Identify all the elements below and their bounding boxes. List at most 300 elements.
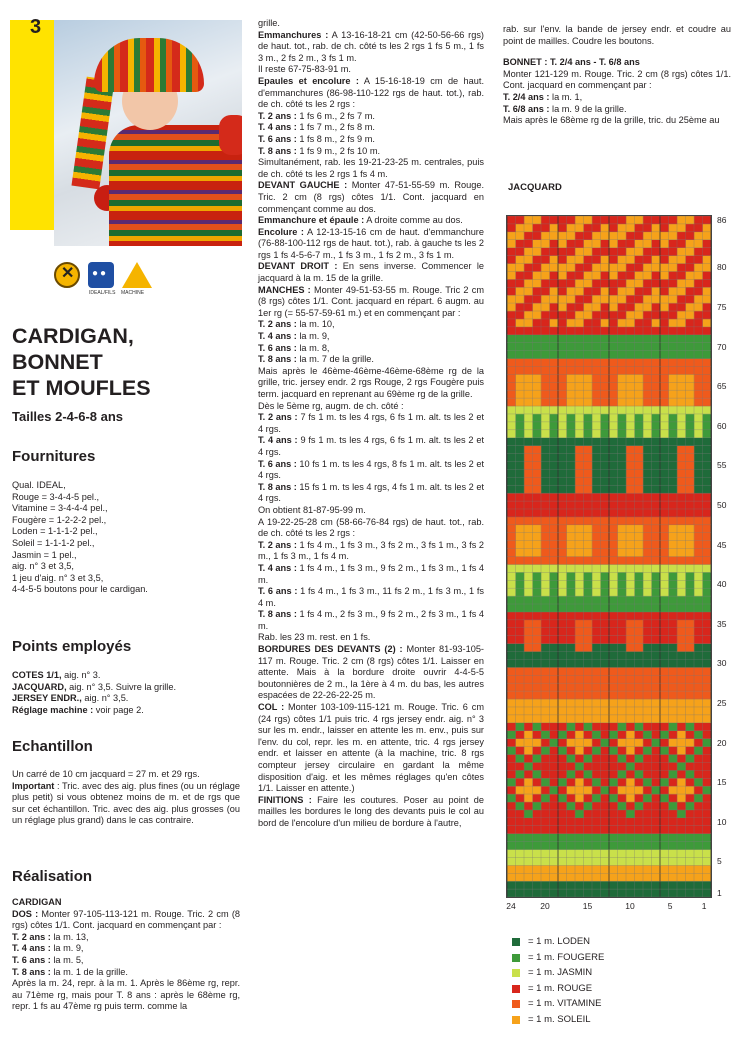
grid-cell — [550, 366, 559, 374]
grid-cell — [558, 303, 567, 311]
grid-cell — [643, 747, 652, 755]
grid-cell — [516, 446, 525, 454]
grid-cell — [550, 461, 559, 469]
grid-cell — [609, 525, 618, 533]
grid-cell — [660, 232, 669, 240]
grid-cell — [550, 454, 559, 462]
grid-cell — [686, 430, 695, 438]
grid-cell — [618, 699, 627, 707]
grid-cell — [567, 628, 576, 636]
grid-cell — [669, 493, 678, 501]
grid-cell — [618, 604, 627, 612]
text-line — [258, 482, 484, 505]
grid-cell — [626, 343, 635, 351]
grid-cell — [677, 620, 686, 628]
grid-cell — [575, 366, 584, 374]
grid-cell — [550, 557, 559, 565]
grid-cell — [677, 707, 686, 715]
grid-cell — [677, 659, 686, 667]
grid-cell — [541, 628, 550, 636]
grid-cell — [669, 889, 678, 897]
grid-cell — [592, 359, 601, 367]
grid-cell — [550, 644, 559, 652]
grid-cell — [507, 533, 516, 541]
grid-cell — [643, 557, 652, 565]
grid-cell — [652, 572, 661, 580]
grid-cell — [626, 802, 635, 810]
grid-cell — [652, 818, 661, 826]
grid-cell — [694, 327, 703, 335]
text-line — [503, 57, 731, 69]
grid-cell — [507, 271, 516, 279]
grid-cell — [533, 430, 542, 438]
grid-cell — [558, 485, 567, 493]
grid-cell — [694, 271, 703, 279]
grid-cell — [703, 406, 712, 414]
grid-cell — [601, 414, 610, 422]
grid-cell — [567, 564, 576, 572]
grid-cell — [643, 351, 652, 359]
grid-cell — [609, 747, 618, 755]
grid-cell — [677, 485, 686, 493]
grid-cell — [601, 256, 610, 264]
grid-cell — [677, 826, 686, 834]
grid-cell — [643, 335, 652, 343]
grid-cell — [609, 493, 618, 501]
grid-cell — [575, 359, 584, 367]
grid-cell — [703, 517, 712, 525]
grid-cell — [558, 406, 567, 414]
grid-cell — [703, 240, 712, 248]
grid-cell — [635, 628, 644, 636]
grid-cell — [694, 754, 703, 762]
grid-cell — [601, 382, 610, 390]
grid-cell — [558, 525, 567, 533]
grid-cell — [550, 485, 559, 493]
grid-cell — [567, 604, 576, 612]
grid-cell — [635, 390, 644, 398]
grid-cell — [652, 564, 661, 572]
grid-cell — [660, 580, 669, 588]
grid-cell — [584, 675, 593, 683]
grid-cell — [626, 430, 635, 438]
grid-cell — [703, 343, 712, 351]
grid-cell — [507, 461, 516, 469]
grid-cell — [533, 461, 542, 469]
grid-cell — [703, 810, 712, 818]
grid-cell — [643, 303, 652, 311]
grid-cell — [601, 430, 610, 438]
grid-cell — [533, 628, 542, 636]
grid-cell — [703, 422, 712, 430]
grid-cell — [567, 517, 576, 525]
grid-cell — [558, 652, 567, 660]
grid-cell — [677, 675, 686, 683]
grid-cell — [626, 240, 635, 248]
grid-cell — [575, 549, 584, 557]
grid-cell — [601, 248, 610, 256]
grid-cell — [533, 723, 542, 731]
grid-cell — [558, 414, 567, 422]
grid-cell — [686, 216, 695, 224]
grid-cell — [533, 652, 542, 660]
grid-cell — [592, 232, 601, 240]
bold-label: MANCHES : — [258, 284, 311, 295]
legend-item — [512, 981, 604, 997]
grid-cell — [524, 525, 533, 533]
grid-cell — [635, 652, 644, 660]
grid-cell — [567, 588, 576, 596]
grid-cell — [601, 224, 610, 232]
grid-cell — [592, 644, 601, 652]
grid-cell — [550, 271, 559, 279]
grid-cell — [635, 446, 644, 454]
grid-cell — [558, 731, 567, 739]
grid-cell — [609, 382, 618, 390]
grid-cell — [601, 525, 610, 533]
grid-cell — [558, 644, 567, 652]
grid-cell — [609, 881, 618, 889]
grid-cell — [575, 224, 584, 232]
grid-cell — [635, 739, 644, 747]
grid-cell — [516, 533, 525, 541]
row-label: 70 — [717, 341, 727, 352]
grid-cell — [694, 224, 703, 232]
grid-cell — [618, 873, 627, 881]
grid-cell — [652, 794, 661, 802]
grid-cell — [516, 628, 525, 636]
grid-cell — [652, 351, 661, 359]
grid-cell — [643, 446, 652, 454]
grid-cell — [567, 707, 576, 715]
grid-cell — [686, 256, 695, 264]
grid-cell — [558, 580, 567, 588]
grid-cell — [660, 359, 669, 367]
grid-cell — [694, 485, 703, 493]
grid-cell — [533, 873, 542, 881]
bold-label: T. 6 ans : — [258, 458, 297, 469]
grid-cell — [601, 343, 610, 351]
grid-cell — [541, 667, 550, 675]
grid-cell — [567, 469, 576, 477]
grid-cell — [541, 834, 550, 842]
grid-cell — [643, 422, 652, 430]
grid-cell — [550, 564, 559, 572]
grid-cell — [677, 366, 686, 374]
grid-cell — [660, 659, 669, 667]
grid-cell — [618, 889, 627, 897]
grid-cell — [652, 873, 661, 881]
grid-cell — [686, 549, 695, 557]
grid-cell — [626, 699, 635, 707]
grid-cell — [626, 438, 635, 446]
text-line — [503, 115, 731, 127]
grid-cell — [567, 279, 576, 287]
grid-cell — [533, 786, 542, 794]
grid-cell — [635, 644, 644, 652]
grid-cell — [635, 794, 644, 802]
instructions-column-2 — [258, 18, 484, 830]
grid-cell — [592, 707, 601, 715]
grid-cell — [507, 770, 516, 778]
grid-cell — [507, 675, 516, 683]
grid-cell — [558, 271, 567, 279]
grid-cell — [524, 533, 533, 541]
grid-cell — [584, 374, 593, 382]
grid-cell — [626, 509, 635, 517]
grid-cell — [567, 390, 576, 398]
grid-cell — [694, 881, 703, 889]
bold-label: T. 6 ans : — [258, 586, 298, 597]
grid-cell — [575, 477, 584, 485]
grid-cell — [609, 580, 618, 588]
grid-cell — [592, 667, 601, 675]
grid-cell — [635, 778, 644, 786]
grid-cell — [541, 469, 550, 477]
grid-cell — [601, 485, 610, 493]
grid-cell — [567, 667, 576, 675]
grid-cell — [635, 398, 644, 406]
grid-cell — [575, 849, 584, 857]
grid-cell — [575, 865, 584, 873]
grid-cell — [575, 889, 584, 897]
text-line — [258, 261, 484, 284]
grid-cell — [626, 398, 635, 406]
grid-cell — [618, 366, 627, 374]
grid-cell — [524, 517, 533, 525]
grid-cell — [609, 430, 618, 438]
grid-cell — [660, 327, 669, 335]
grid-cell — [516, 881, 525, 889]
grid-cell — [601, 469, 610, 477]
grid-cell — [558, 675, 567, 683]
grid-cell — [575, 778, 584, 786]
grid-cell — [635, 477, 644, 485]
bold-label: T. 2 ans : — [258, 319, 297, 330]
grid-cell — [516, 398, 525, 406]
grid-cell — [609, 366, 618, 374]
grid-cell — [635, 541, 644, 549]
grid-cell — [584, 612, 593, 620]
grid-cell — [703, 509, 712, 517]
grid-cell — [703, 335, 712, 343]
grid-cell — [635, 422, 644, 430]
grid-cell — [575, 295, 584, 303]
grid-cell — [609, 596, 618, 604]
grid-cell — [567, 612, 576, 620]
grid-cell — [669, 311, 678, 319]
grid-cell — [567, 747, 576, 755]
grid-cell — [686, 517, 695, 525]
grid-cell — [592, 557, 601, 565]
grid-cell — [575, 541, 584, 549]
grid-cell — [592, 652, 601, 660]
grid-cell — [567, 398, 576, 406]
grid-cell — [567, 303, 576, 311]
grid-cell — [669, 264, 678, 272]
grid-cell — [541, 557, 550, 565]
grid-cell — [677, 747, 686, 755]
grid-cell — [635, 351, 644, 359]
grid-cell — [550, 509, 559, 517]
grid-cell — [601, 826, 610, 834]
grid-cell — [618, 549, 627, 557]
grid-cell — [635, 842, 644, 850]
text-span: la m. 1, — [549, 91, 583, 102]
grid-cell — [550, 374, 559, 382]
grid-cell — [601, 881, 610, 889]
grid-cell — [643, 691, 652, 699]
grid-cell — [626, 406, 635, 414]
grid-cell — [516, 438, 525, 446]
grid-cell — [694, 699, 703, 707]
grid-cell — [516, 596, 525, 604]
grid-cell — [524, 588, 533, 596]
grid-cell — [694, 675, 703, 683]
grid-cell — [601, 295, 610, 303]
grid-cell — [516, 287, 525, 295]
grid-cell — [567, 865, 576, 873]
grid-cell — [686, 810, 695, 818]
grid-cell — [567, 216, 576, 224]
grid-cell — [533, 612, 542, 620]
grid-cell — [694, 366, 703, 374]
grid-cell — [703, 485, 712, 493]
grid-cell — [652, 256, 661, 264]
grid-cell — [669, 731, 678, 739]
grid-cell — [609, 762, 618, 770]
grid-cell — [601, 398, 610, 406]
grid-cell — [652, 747, 661, 755]
grid-cell — [652, 857, 661, 865]
grid-cell — [550, 818, 559, 826]
grid-cell — [550, 683, 559, 691]
grid-cell — [507, 256, 516, 264]
grid-cell — [652, 699, 661, 707]
grid-cell — [550, 628, 559, 636]
grid-cell — [507, 469, 516, 477]
grid-cell — [601, 335, 610, 343]
grid-cell — [677, 873, 686, 881]
grid-cell — [516, 612, 525, 620]
grid-cell — [652, 596, 661, 604]
grid-cell — [533, 557, 542, 565]
grid-cell — [601, 564, 610, 572]
grid-cell — [516, 232, 525, 240]
grid-cell — [669, 374, 678, 382]
grid-cell — [575, 604, 584, 612]
grid-cell — [533, 390, 542, 398]
grid-cell — [558, 509, 567, 517]
grid-cell — [507, 335, 516, 343]
grid-cell — [575, 564, 584, 572]
grid-cell — [524, 414, 533, 422]
grid-cell — [524, 881, 533, 889]
grid-cell — [635, 699, 644, 707]
grid-cell — [507, 248, 516, 256]
grid-cell — [592, 216, 601, 224]
fourniture-item: 4-4-5-5 boutons pour le cardigan. — [12, 584, 148, 595]
grid-cell — [558, 446, 567, 454]
grid-cell — [533, 224, 542, 232]
grid-cell — [677, 857, 686, 865]
grid-cell — [601, 271, 610, 279]
grid-cell — [694, 612, 703, 620]
grid-cell — [635, 382, 644, 390]
grid-cell — [609, 454, 618, 462]
grid-cell — [507, 224, 516, 232]
grid-cell — [567, 675, 576, 683]
grid-cell — [677, 517, 686, 525]
grid-cell — [635, 279, 644, 287]
grid-cell — [533, 351, 542, 359]
grid-cell — [533, 295, 542, 303]
grid-cell — [524, 596, 533, 604]
grid-cell — [660, 264, 669, 272]
grid-cell — [524, 335, 533, 343]
grid-cell — [541, 644, 550, 652]
grid-cell — [669, 786, 678, 794]
grid-cell — [507, 327, 516, 335]
grid-cell — [618, 754, 627, 762]
grid-cell — [652, 271, 661, 279]
text-line — [258, 18, 484, 30]
grid-cell — [584, 469, 593, 477]
grid-cell — [592, 826, 601, 834]
grid-cell — [635, 675, 644, 683]
grid-cell — [601, 374, 610, 382]
grid-cell — [533, 604, 542, 612]
grid-cell — [652, 295, 661, 303]
grid-cell — [592, 747, 601, 755]
grid-cell — [626, 818, 635, 826]
text-line — [258, 366, 484, 401]
grid-cell — [609, 438, 618, 446]
grid-cell — [652, 335, 661, 343]
grid-cell — [524, 224, 533, 232]
grid-cell — [516, 248, 525, 256]
grid-cell — [694, 525, 703, 533]
grid-cell — [558, 216, 567, 224]
grid-cell — [618, 430, 627, 438]
grid-cell — [703, 366, 712, 374]
grid-cell — [516, 739, 525, 747]
bold-label: JACQUARD, — [12, 681, 67, 692]
grid-cell — [533, 264, 542, 272]
grid-cell — [524, 620, 533, 628]
grid-cell — [541, 659, 550, 667]
grid-cell — [618, 295, 627, 303]
grid-cell — [550, 842, 559, 850]
grid-cell — [703, 786, 712, 794]
grid-cell — [635, 802, 644, 810]
grid-cell — [686, 533, 695, 541]
grid-cell — [635, 430, 644, 438]
grid-cell — [686, 762, 695, 770]
grid-cell — [703, 224, 712, 232]
grid-cell — [635, 461, 644, 469]
grid-cell — [584, 414, 593, 422]
grid-cell — [643, 287, 652, 295]
grid-cell — [507, 810, 516, 818]
grid-cell — [703, 287, 712, 295]
grid-cell — [550, 406, 559, 414]
grid-cell — [677, 406, 686, 414]
grid-cell — [541, 264, 550, 272]
grid-cell — [703, 707, 712, 715]
text-span: Monter 103-109-115-121 m. Rouge. Tric. 6 cm (24 rgs) côtes 1/1 puis tric. 4 rgs jersey endr. aig. n° 3 sur les m. endr., laisser en attente les m. env., puis sur l'env. du col, repr. les m. en attente, tric. 4 rgs jersey endr. et laisser en attente (à la machine, tric. 8 rgs compteur jersey circulaire en gardant la même disposition d'aig. et les mêmes réglages qu'en côtes 1/1. Laisser en attente.) — [258, 702, 484, 794]
grid-cell — [584, 826, 593, 834]
